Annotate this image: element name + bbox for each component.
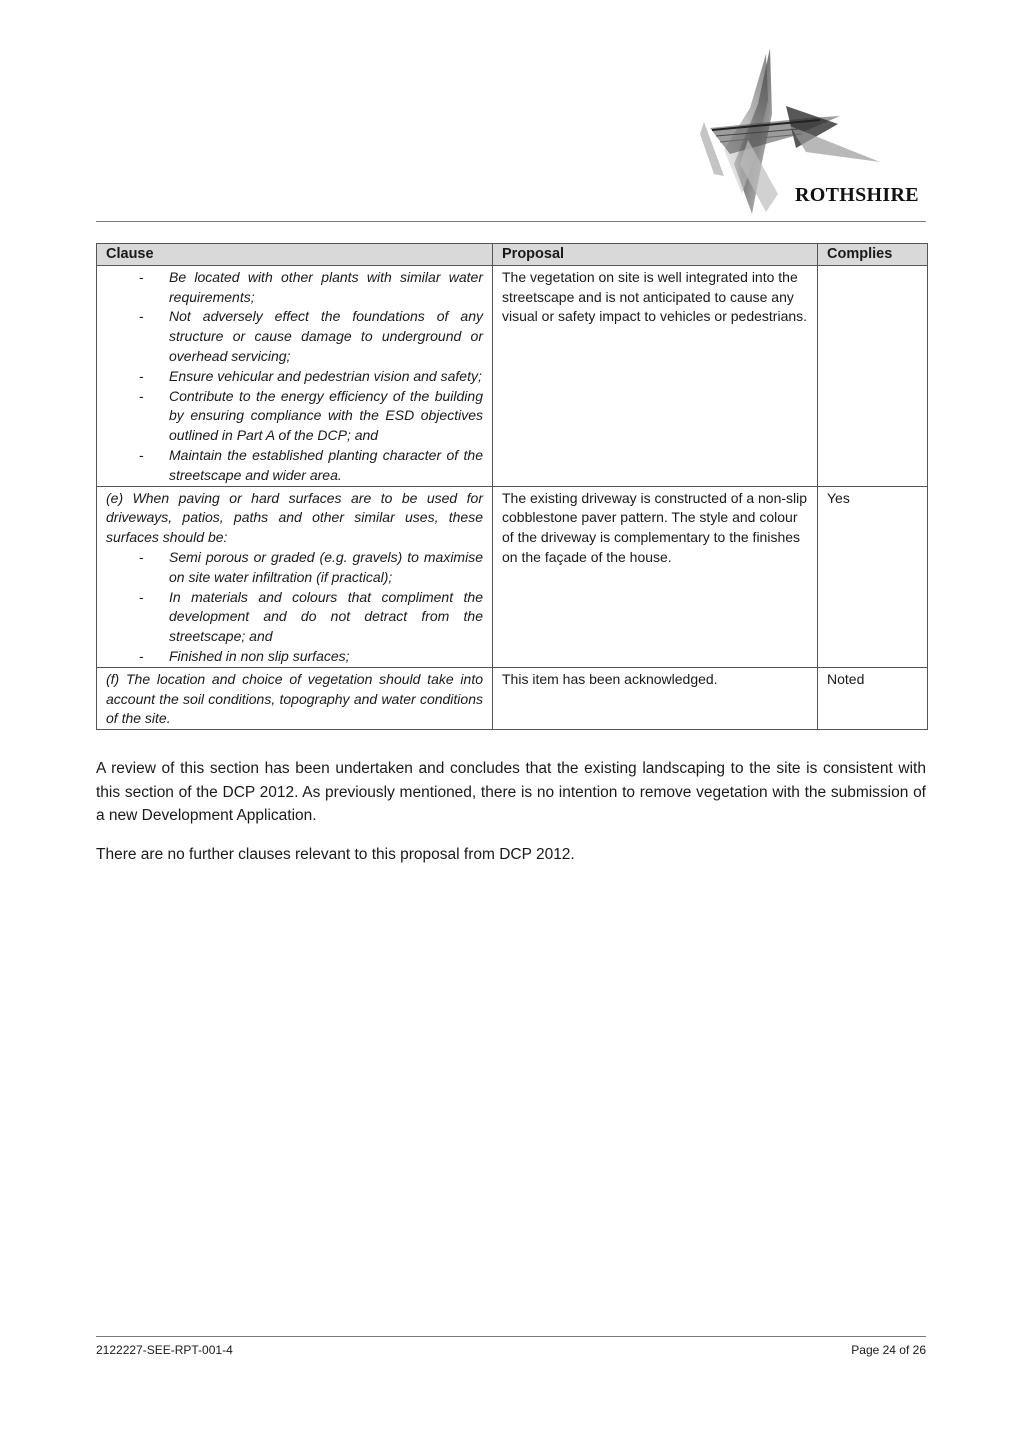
complies-cell (818, 265, 928, 486)
list-item: - Contribute to the energy efficiency of the building by ensuring compliance with the ESD objectives outlined in Part A of the DCP; and (139, 387, 483, 444)
clause-compliance-table (96, 243, 928, 730)
header-divider (96, 221, 926, 222)
column-header-clause: Clause (97, 244, 493, 266)
list-item: - Semi porous or graded (e.g. gravels) to maximise on site water infiltration (if practical); (139, 548, 483, 585)
list-item: - In materials and colours that compliment the development and do not detract from the streetscape; and (139, 588, 483, 645)
page-number: Page 24 of 26 (851, 1343, 926, 1357)
list-item: - Not adversely effect the foundations of any structure or cause damage to underground or overhead servicing; (139, 308, 483, 364)
list-item: - Maintain the established planting character of the streetscape and wider area. (139, 446, 483, 483)
clause-cell (97, 486, 493, 667)
clause-bullet-list (106, 268, 483, 486)
clause-intro: (e) When paving or hard surfaces are to be used for driveways, patios, paths and other similar uses, these surfaces should be: (106, 489, 483, 546)
clause-intro: (f) The location and choice of vegetation should take into account the soil conditions, topography and water conditions of the site. (106, 670, 483, 727)
complies-cell: Noted (818, 667, 928, 729)
table-row (97, 667, 928, 729)
table-row (97, 265, 928, 486)
list-item: - Be located with other plants with similar water requirements; (139, 268, 483, 305)
document-reference: 2122227-SEE-RPT-001-4 (96, 1343, 233, 1357)
table-row (97, 486, 928, 667)
complies-cell: Yes (818, 486, 928, 667)
company-logo (690, 44, 930, 220)
column-header-proposal: Proposal (493, 244, 818, 266)
clause-cell (97, 265, 493, 486)
footer-divider (96, 1336, 926, 1337)
proposal-cell: This item has been acknowledged. (493, 667, 818, 729)
proposal-cell: The vegetation on site is well integrated into the streetscape and is not anticipated to cause any visual or safety impact to vehicles or pedestrians. (493, 265, 818, 486)
clause-cell (97, 667, 493, 729)
review-paragraph: A review of this section has been undertaken and concludes that the existing landscaping to the site is consistent with this section of the DCP 2012. As previously mentioned, there is no intention to remove vegetation with the submission of a new Development Application. (96, 760, 926, 824)
list-item: - Ensure vehicular and pedestrian vision and safety; (139, 367, 482, 384)
list-item: - Finished in non slip surfaces; (139, 647, 350, 664)
column-header-complies: Complies (818, 244, 928, 266)
logo-wordmark: ROTHSHIRE (795, 184, 919, 206)
conclusion-paragraph: There are no further clauses relevant to this proposal from DCP 2012. (96, 846, 575, 863)
clause-bullet-list (106, 548, 483, 667)
proposal-cell: The existing driveway is constructed of a non-slip cobblestone paver pattern. The style and colour of the driveway is complementary to the finishes on the façade of the house. (493, 486, 818, 667)
table-header-row (97, 244, 928, 266)
